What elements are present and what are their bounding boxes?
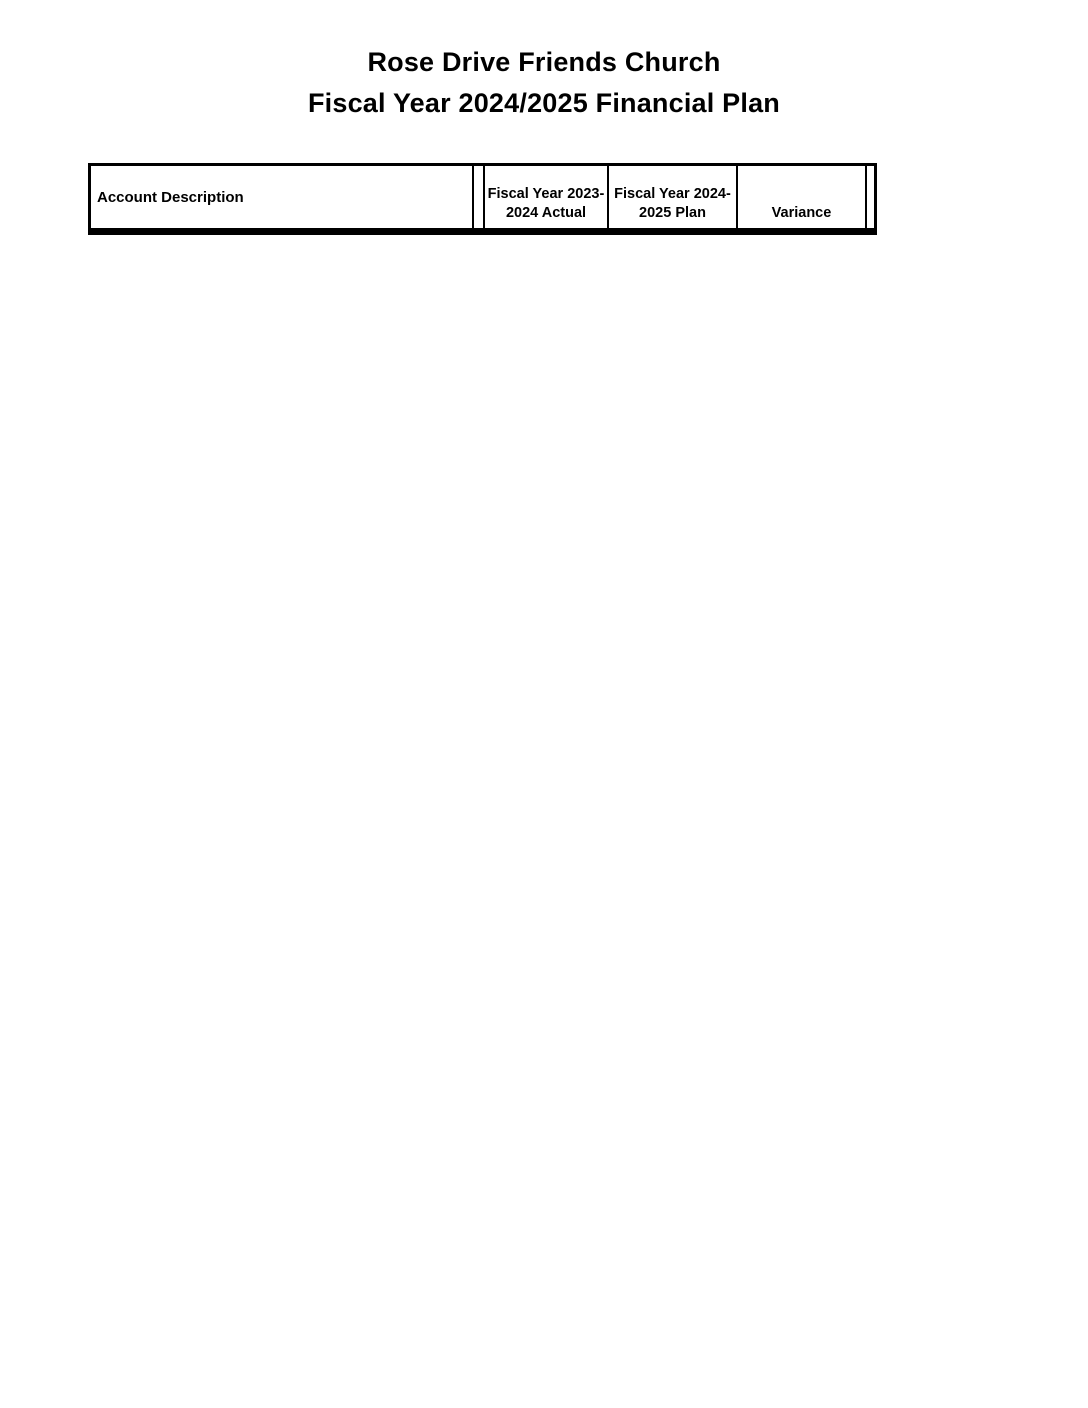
table-header-row bbox=[91, 166, 874, 231]
header-fy2024-2025-plan bbox=[609, 166, 738, 228]
header-actual-line1: Fiscal Year 2023- bbox=[487, 186, 605, 202]
header-account-description-label: Account Description bbox=[97, 188, 244, 206]
header-actual-line2: 2024 Actual bbox=[505, 205, 587, 221]
title-line-2: Fiscal Year 2024/2025 Financial Plan bbox=[307, 88, 780, 118]
header-variance bbox=[738, 166, 867, 228]
document-title bbox=[0, 42, 1088, 124]
column-gap bbox=[867, 166, 874, 228]
header-variance-label: Variance bbox=[771, 205, 832, 221]
header-account-description bbox=[91, 166, 474, 228]
header-plan-line1: Fiscal Year 2024- bbox=[614, 186, 731, 202]
title-line-1: Rose Drive Friends Church bbox=[367, 47, 721, 77]
financial-table bbox=[88, 163, 877, 235]
header-fy2023-2024-actual bbox=[485, 166, 609, 228]
column-gap bbox=[474, 166, 485, 228]
header-plan-line2: 2025 Plan bbox=[639, 205, 706, 221]
